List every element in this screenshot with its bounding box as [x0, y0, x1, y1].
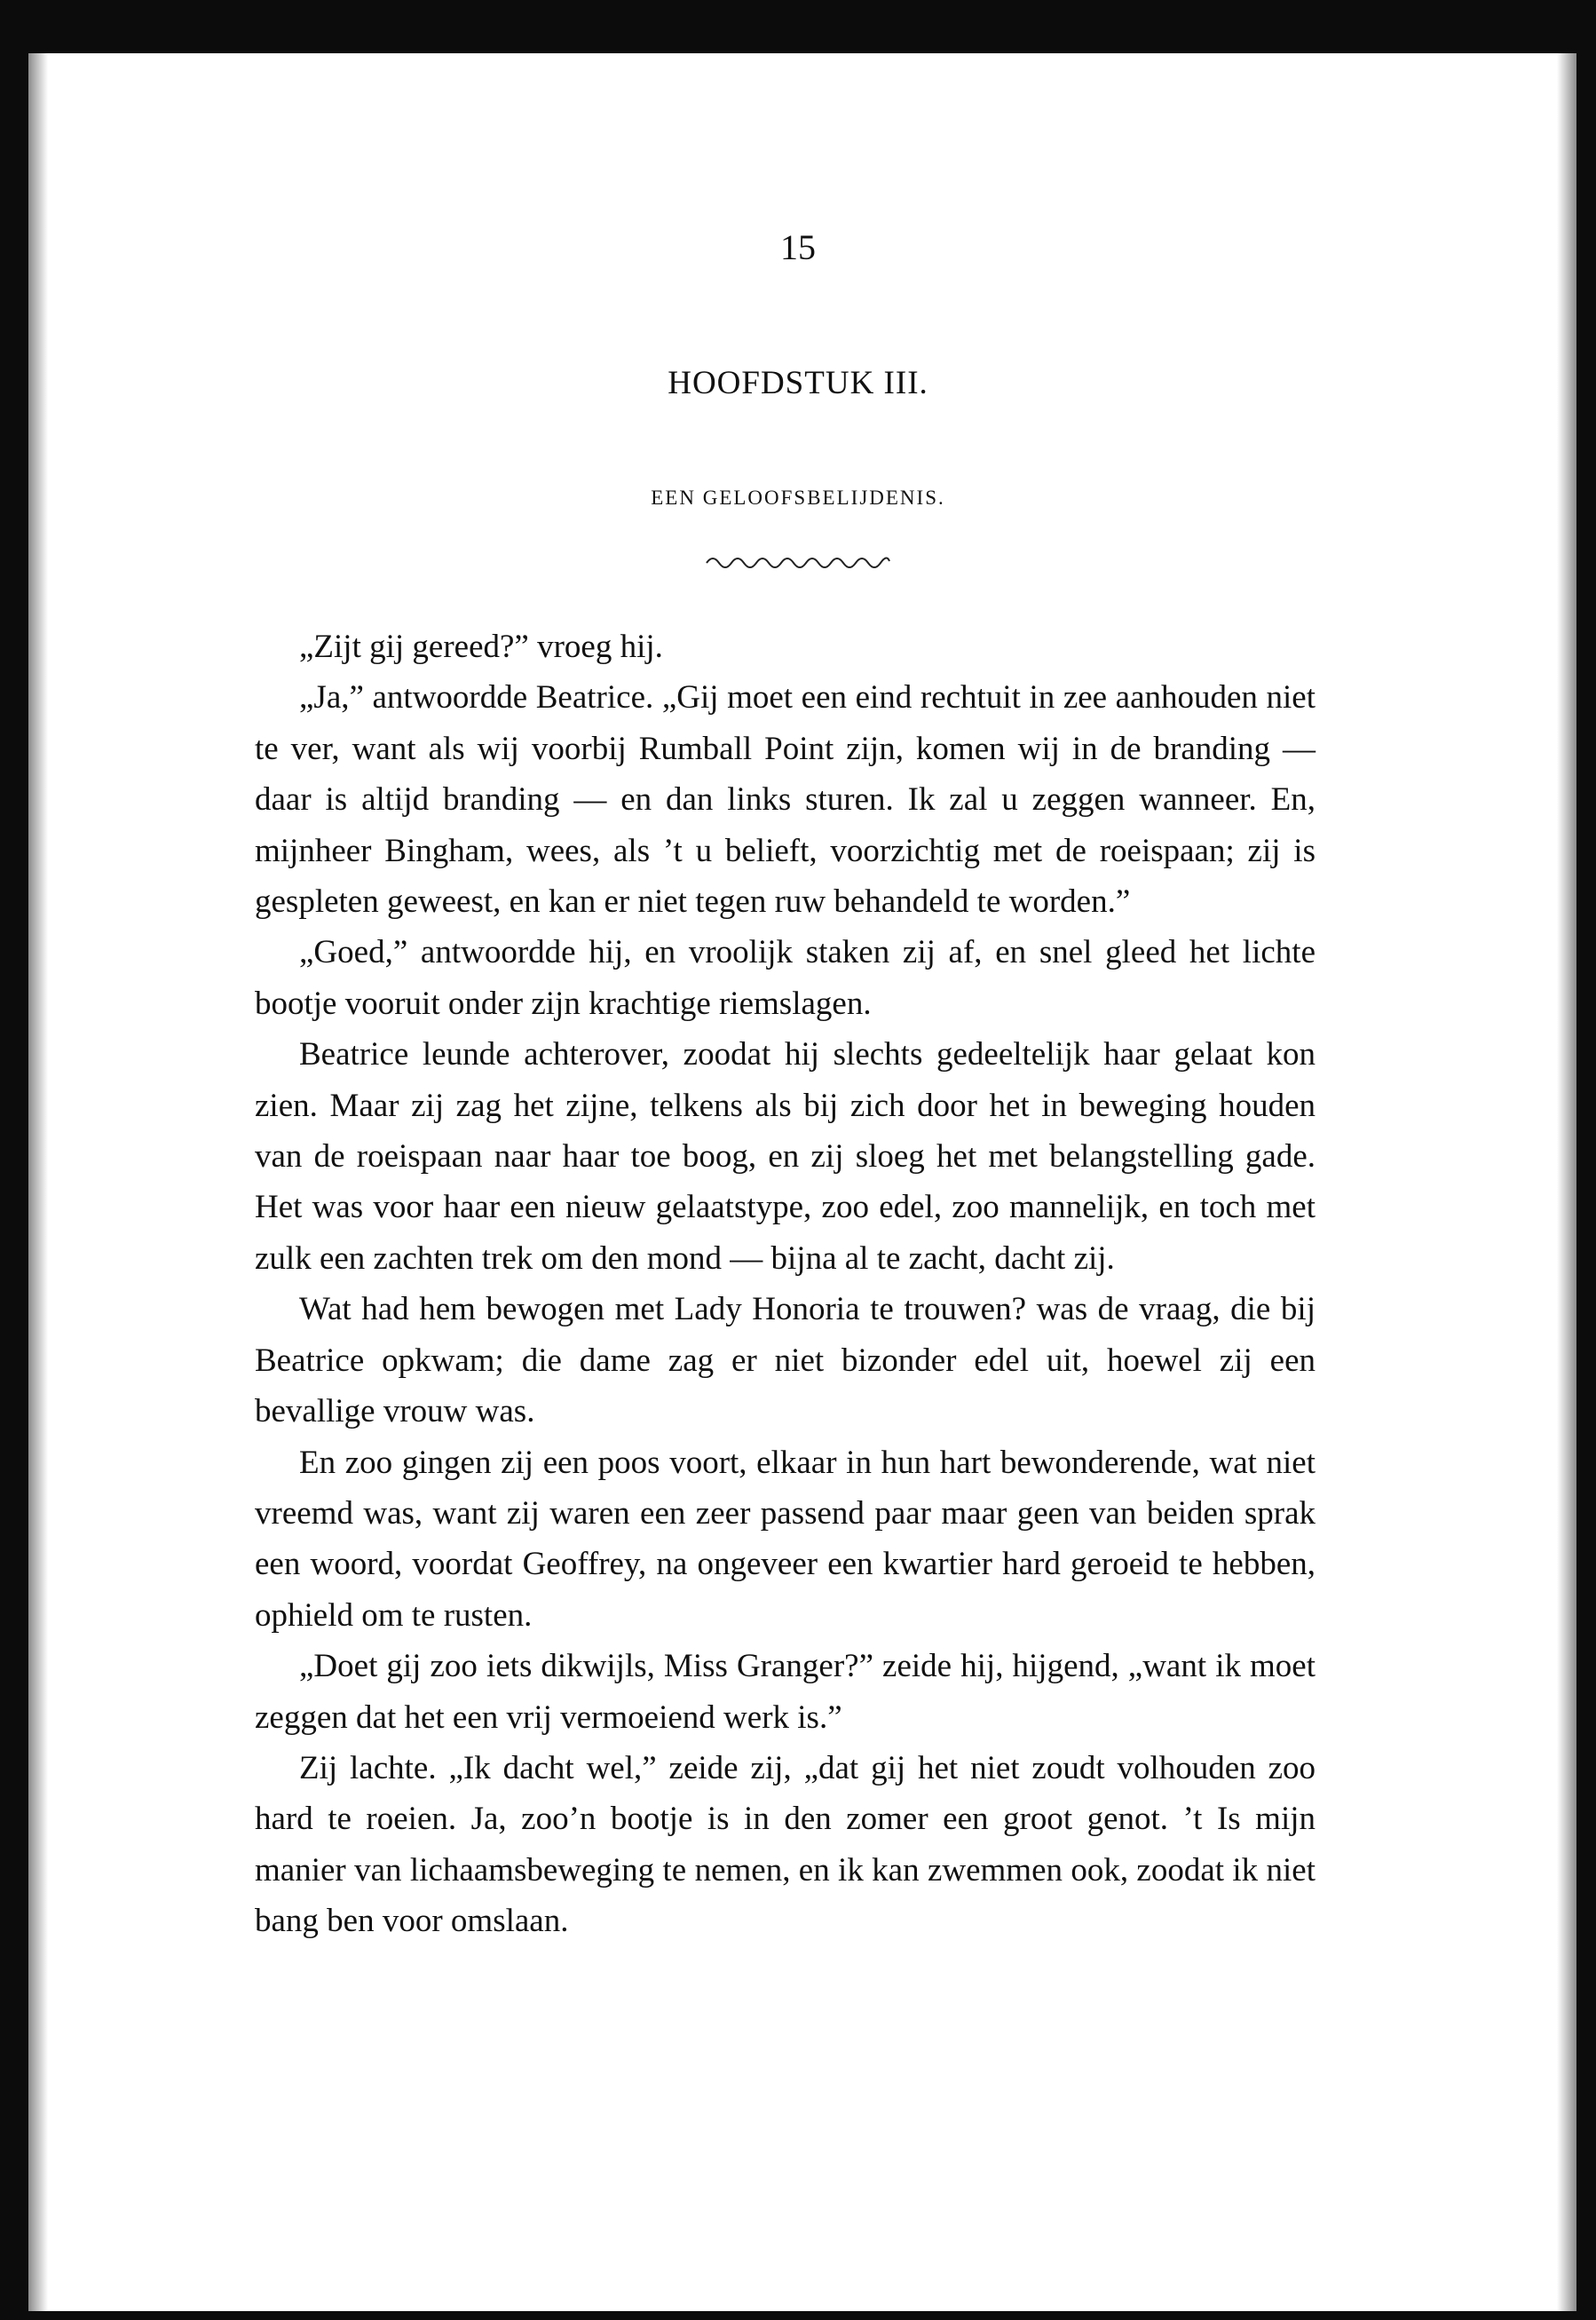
chapter-heading: HOOFDSTUK III.	[668, 365, 928, 401]
wavy-rule-icon	[705, 550, 891, 572]
paragraph-8: Zij lachte. „Ik dacht wel,” zeide zij, „dat gij het niet zoudt volhouden zoo hard te roeien. Ja, zoo’n bootje is in den zomer een groot genot. ’t Is mijn manier van lichaamsbeweging te nemen, en ik kan zwemmen ook, zoodat ik niet bang ben voor omslaan.	[255, 1749, 1316, 1940]
chapter-subtitle: EEN GELOOFSBELIJDENIS.	[651, 487, 945, 509]
paragraph-7: „Doet gij zoo iets dikwijls, Miss Granger?” zeide hij, hijgend, „want ik moet zeggen dat het een vrij vermoeiend werk is.”	[255, 1648, 1316, 1736]
paragraph-4: Beatrice leunde achterover, zoodat hij slechts gedeeltelijk haar gelaat kon zien. Maar zij zag het zijne, telkens als bij zich door het in beweging houden van de roeispaan naar haar toe boog, en zij sloeg het met belangstelling gade. Het was voor haar een nieuw gelaatstype, zoo edel, zoo mannelijk, en toch met zulk een zachten trek om den mond — bijna al te zacht, dacht zij.	[255, 1036, 1316, 1277]
paragraph-1: „Zijt gij gereed?” vroeg hij.	[299, 629, 663, 665]
wavy-rule-ornament	[0, 550, 1596, 576]
page-number: 15	[780, 227, 816, 267]
body-text	[255, 622, 1316, 1947]
paragraph-6: En zoo gingen zij een poos voort, elkaar in hun hart bewonderende, wat niet vreemd was, want zij waren een zeer passend paar maar geen van beiden sprak een woord, voordat Geoffrey, na ongeveer een kwartier hard geroeid te hebben, ophield om te rusten.	[255, 1444, 1316, 1634]
paragraph-3: „Goed,” antwoordde hij, en vroolijk staken zij af, en snel gleed het lichte bootje vooruit onder zijn krachtige riemslagen.	[255, 934, 1316, 1022]
paragraph-5: Wat had hem bewogen met Lady Honoria te trouwen? was de vraag, die bij Beatrice opkwam; die dame zag er niet bizonder edel uit, hoewel zij een bevallige vrouw was.	[255, 1291, 1316, 1430]
paragraph-2: „Ja,” antwoordde Beatrice. „Gij moet een eind rechtuit in zee aanhouden niet te ver, want als wij voorbij Rumball Point zijn, komen wij in de branding — daar is altijd branding — en dan links sturen. Ik zal u zeggen wanneer. En, mijnheer Bingham, wees, als ’t u belieft, voorzichtig met de roeispaan; zij is gespleten geweest, en kan er niet tegen ruw behandeld te worden.”	[255, 679, 1316, 921]
